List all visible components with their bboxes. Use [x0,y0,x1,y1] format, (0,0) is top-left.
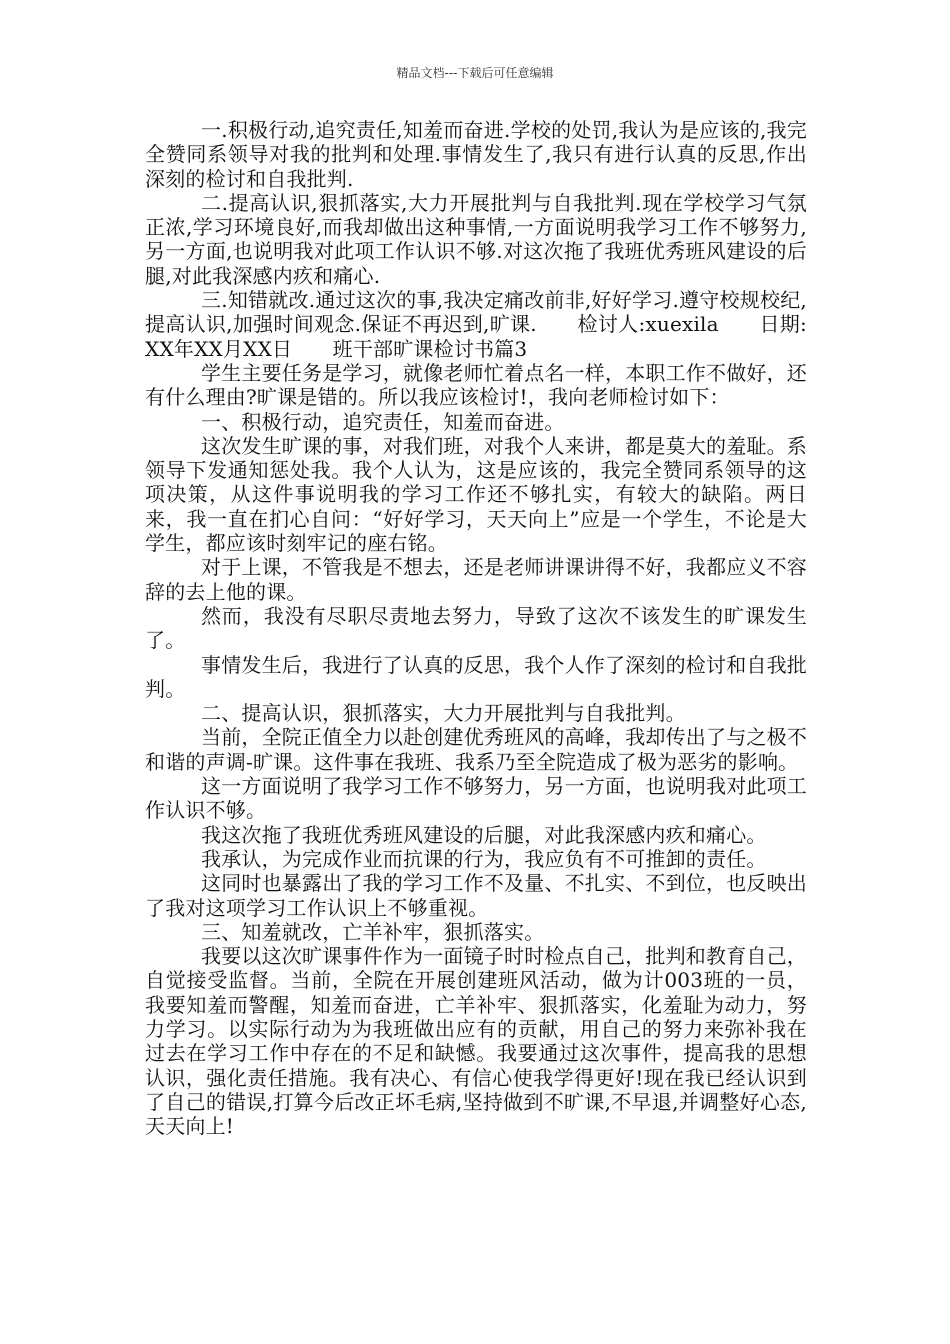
paragraph: 我承认，为完成作业而抗课的行为，我应负有不可推卸的责任。 [201,846,767,871]
paragraph: 这同时也暴露出了我的学习工作不及量、不扎实、不到位，也反映出了我对这项学习工作认识上不够重视。 [145,871,807,920]
document-body [145,118,807,1138]
paragraph: 二.提高认识,狠抓落实,大力开展批判与自我批判.现在学校学习气氛正浓,学习环境良好,而我却做出这种事情,一方面说明我学习工作不够努力,另一方面,也说明我对此项工作认识不够.对这次拖了我班优秀班风建设的后腿,对此我深感内疚和痛心. [145,190,807,288]
paragraph: 一、积极行动，追究责任，知羞而奋进。 [201,409,565,434]
paragraph: 二、提高认识，狠抓落实，大力开展批判与自我批判。 [201,701,686,726]
paragraph: 我这次拖了我班优秀班风建设的后腿，对此我深感内疚和痛心。 [201,822,767,847]
page-header: 精品文档---下载后可任意编辑 [396,66,554,80]
paragraph: 对于上课，不管我是不想去，还是老师讲课讲得不好，我都应义不容辞的去上他的课。 [145,555,807,604]
paragraph: 这一方面说明了我学习工作不够努力，另一方面，也说明我对此项工作认识不够。 [145,774,807,823]
paragraph: 这次发生旷课的事，对我们班，对我个人来讲，都是莫大的羞耻。系领导下发通知惩处我。我个人认为，这是应该的，我完全赞同系领导的这项决策，从这件事说明我的学习工作还不够扎实，有较大的缺陷。两日来，我一直在扪心自问：“好好学习，天天向上”应是一个学生，不论是大学生，都应该时刻牢记的座右铭。 [145,433,807,556]
paragraph: 当前，全院正值全力以赴创建优秀班风的高峰，我却传出了与之极不和谐的声调-旷课。这件事在我班、我系乃至全院造成了极为恶劣的影响。 [145,725,807,774]
paragraph: 三、知羞就改，亡羊补牢，狠抓落实。 [201,919,545,944]
paragraph: 然而，我没有尽职尽责地去努力，导致了这次不该发生的旷课发生了。 [145,603,807,653]
paragraph: 一.积极行动,追究责任,知羞而奋进.学校的处罚,我认为是应该的,我完全赞同系领导对我的批判和处理.事情发生了,我只有进行认真的反思,作出深刻的检讨和自我批判. [145,118,807,191]
paragraph: 我要以这次旷课事件作为一面镜子时时检点自己，批判和教育自己，自觉接受监督。当前，全院在开展创建班风活动，做为计003班的一员，我要知羞而警醒，知羞而奋进，亡羊补牢、狠抓落实，化羞耻为动力，努力学习。以实际行动为为我班做出应有的贡献，用自己的努力来弥补我在过去在学习工作中存在的不足和缺憾。我要通过这次事件，提高我的思想认识，强化责任措施。我有决心、有信心使我学得更好!现在我已经认识到了自己的错误,打算今后改正坏毛病,坚持做到不旷课,不早退,并调整好心态,天天向上! [145,944,807,1139]
paragraph: 学生主要任务是学习，就像老师忙着点名一样，本职工作不做好，还有什么理由?旷课是错的。所以我应该检讨!，我向老师检讨如下： [145,360,807,410]
paragraph: 三.知错就改.通过这次的事,我决定痛改前非,好好学习.遵守校规校纪,提高认识,加强时间观念.保证不再迟到,旷课. 检讨人:xuexila 日期:XX年XX月XX日 班干部旷课检讨书篇3 [145,288,807,361]
paragraph: 事情发生后，我进行了认真的反思，我个人作了深刻的检讨和自我批判。 [145,652,807,701]
